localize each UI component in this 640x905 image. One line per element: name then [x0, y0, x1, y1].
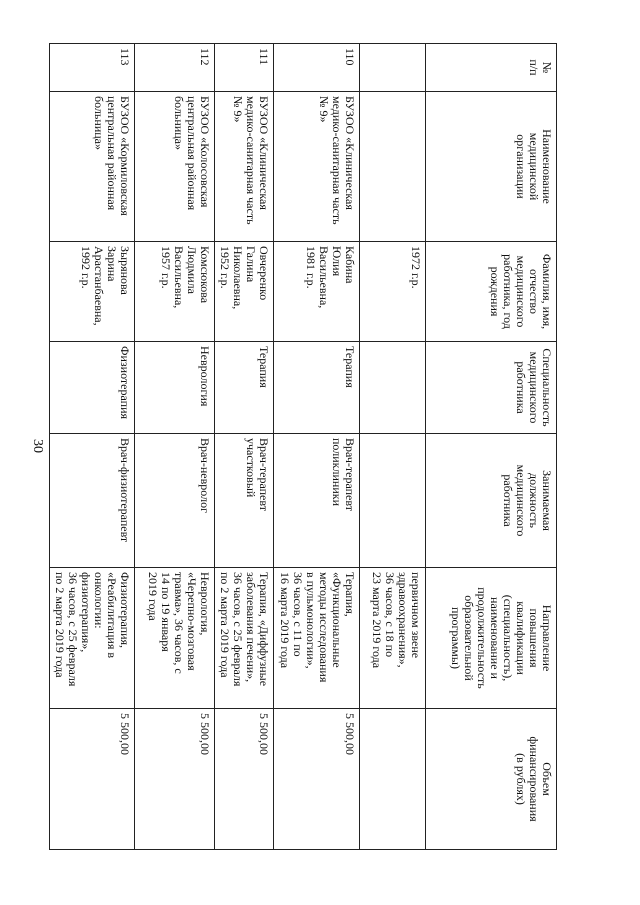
- cell-amount: 5 500,00: [50, 709, 135, 850]
- cell-amount: 5 500,00: [135, 709, 215, 850]
- table-row: [50, 44, 135, 850]
- header-specialty: Специальность медицинского работника: [426, 342, 557, 434]
- cell-position: Врач-физиотерапевт: [50, 434, 135, 568]
- cell-program: первичном звене здравоохранения», 36 часов, с 18 по 23 марта 2019 года: [360, 568, 426, 709]
- cell-position: [360, 434, 426, 568]
- cell-amount: 5 500,00: [274, 709, 360, 850]
- header-name: Фамилия, имя, отчество медицинского работника, год рождения: [426, 242, 557, 342]
- table-row: [274, 44, 360, 850]
- cell-specialty: [360, 342, 426, 434]
- cell-specialty: Физиотерапия: [50, 342, 135, 434]
- cell-num: 111: [215, 44, 274, 92]
- cell-organization: БУЗОО «Клиническая медико-санитарная часть № 9»: [215, 92, 274, 242]
- cell-num: 112: [135, 44, 215, 92]
- cell-specialty: Терапия: [215, 342, 274, 434]
- cell-amount: [360, 709, 426, 850]
- cell-position: Врач-терапевт поликлиники: [274, 434, 360, 568]
- cell-name: Овчеренко Галина Николаевна, 1952 г.р.: [215, 242, 274, 342]
- header-position: Занимаемая должность медицинского работника: [426, 434, 557, 568]
- cell-name: Комсюкова Людмила Васильевна, 1957 г.р.: [135, 242, 215, 342]
- header-program: Направление повышения квалификации (специальность), наименование и продолжительность образовательной программы): [426, 568, 557, 709]
- cell-name: Зырянова Зарина Арастанбаевна, 1992 г.р.: [50, 242, 135, 342]
- cell-name: Кабина Юлия Васильевна, 1981 г.р.: [274, 242, 360, 342]
- cell-specialty: Неврология: [135, 342, 215, 434]
- table-row: [135, 44, 215, 850]
- cell-num: 110: [274, 44, 360, 92]
- cell-organization: БУЗОО «Кормиловская центральная районная больница»: [50, 92, 135, 242]
- cell-position: Врач-невролог: [135, 434, 215, 568]
- cell-num: 113: [50, 44, 135, 92]
- cell-organization: БУЗОО «Клиническая медико-санитарная часть № 9»: [274, 92, 360, 242]
- header-row: [426, 44, 557, 850]
- header-organization: Наименование медицинской организации: [426, 92, 557, 242]
- cell-amount: 5 500,00: [215, 709, 274, 850]
- page-number: 30: [30, 439, 45, 453]
- cell-specialty: Терапия: [274, 342, 360, 434]
- cell-organization: БУЗОО «Колосовская центральная районная больница»: [135, 92, 215, 242]
- header-amount: Объем финансирования (в рублях): [426, 709, 557, 850]
- table-row: [360, 44, 426, 850]
- cell-program: Неврология, «Черепно-мозговая травма», 36 часов, с 14 по 19 января 2019 года: [135, 568, 215, 709]
- header-num: № п/п: [426, 44, 557, 92]
- training-table: [49, 43, 557, 850]
- cell-program: Терапия, «Функциональные методы исследования в пульмонологии», 36 часов, с 11 по 16 марта 2019 года: [274, 568, 360, 709]
- table-row: [215, 44, 274, 850]
- cell-organization: [360, 92, 426, 242]
- cell-program: Терапия, «Диффузные заболевания печени», 36 часов, с 25 февраля по 2 марта 2019 года: [215, 568, 274, 709]
- cell-position: Врач-терапевт участковый: [215, 434, 274, 568]
- rotated-table-container: [53, 43, 557, 849]
- cell-num: [360, 44, 426, 92]
- cell-program: Физиотерапия, «Реабилитация в онкологии: физиотерапия», 36 часов, с 25 февраля по 2 марта 2019 года: [50, 568, 135, 709]
- cell-name: 1972 г.р.: [360, 242, 426, 342]
